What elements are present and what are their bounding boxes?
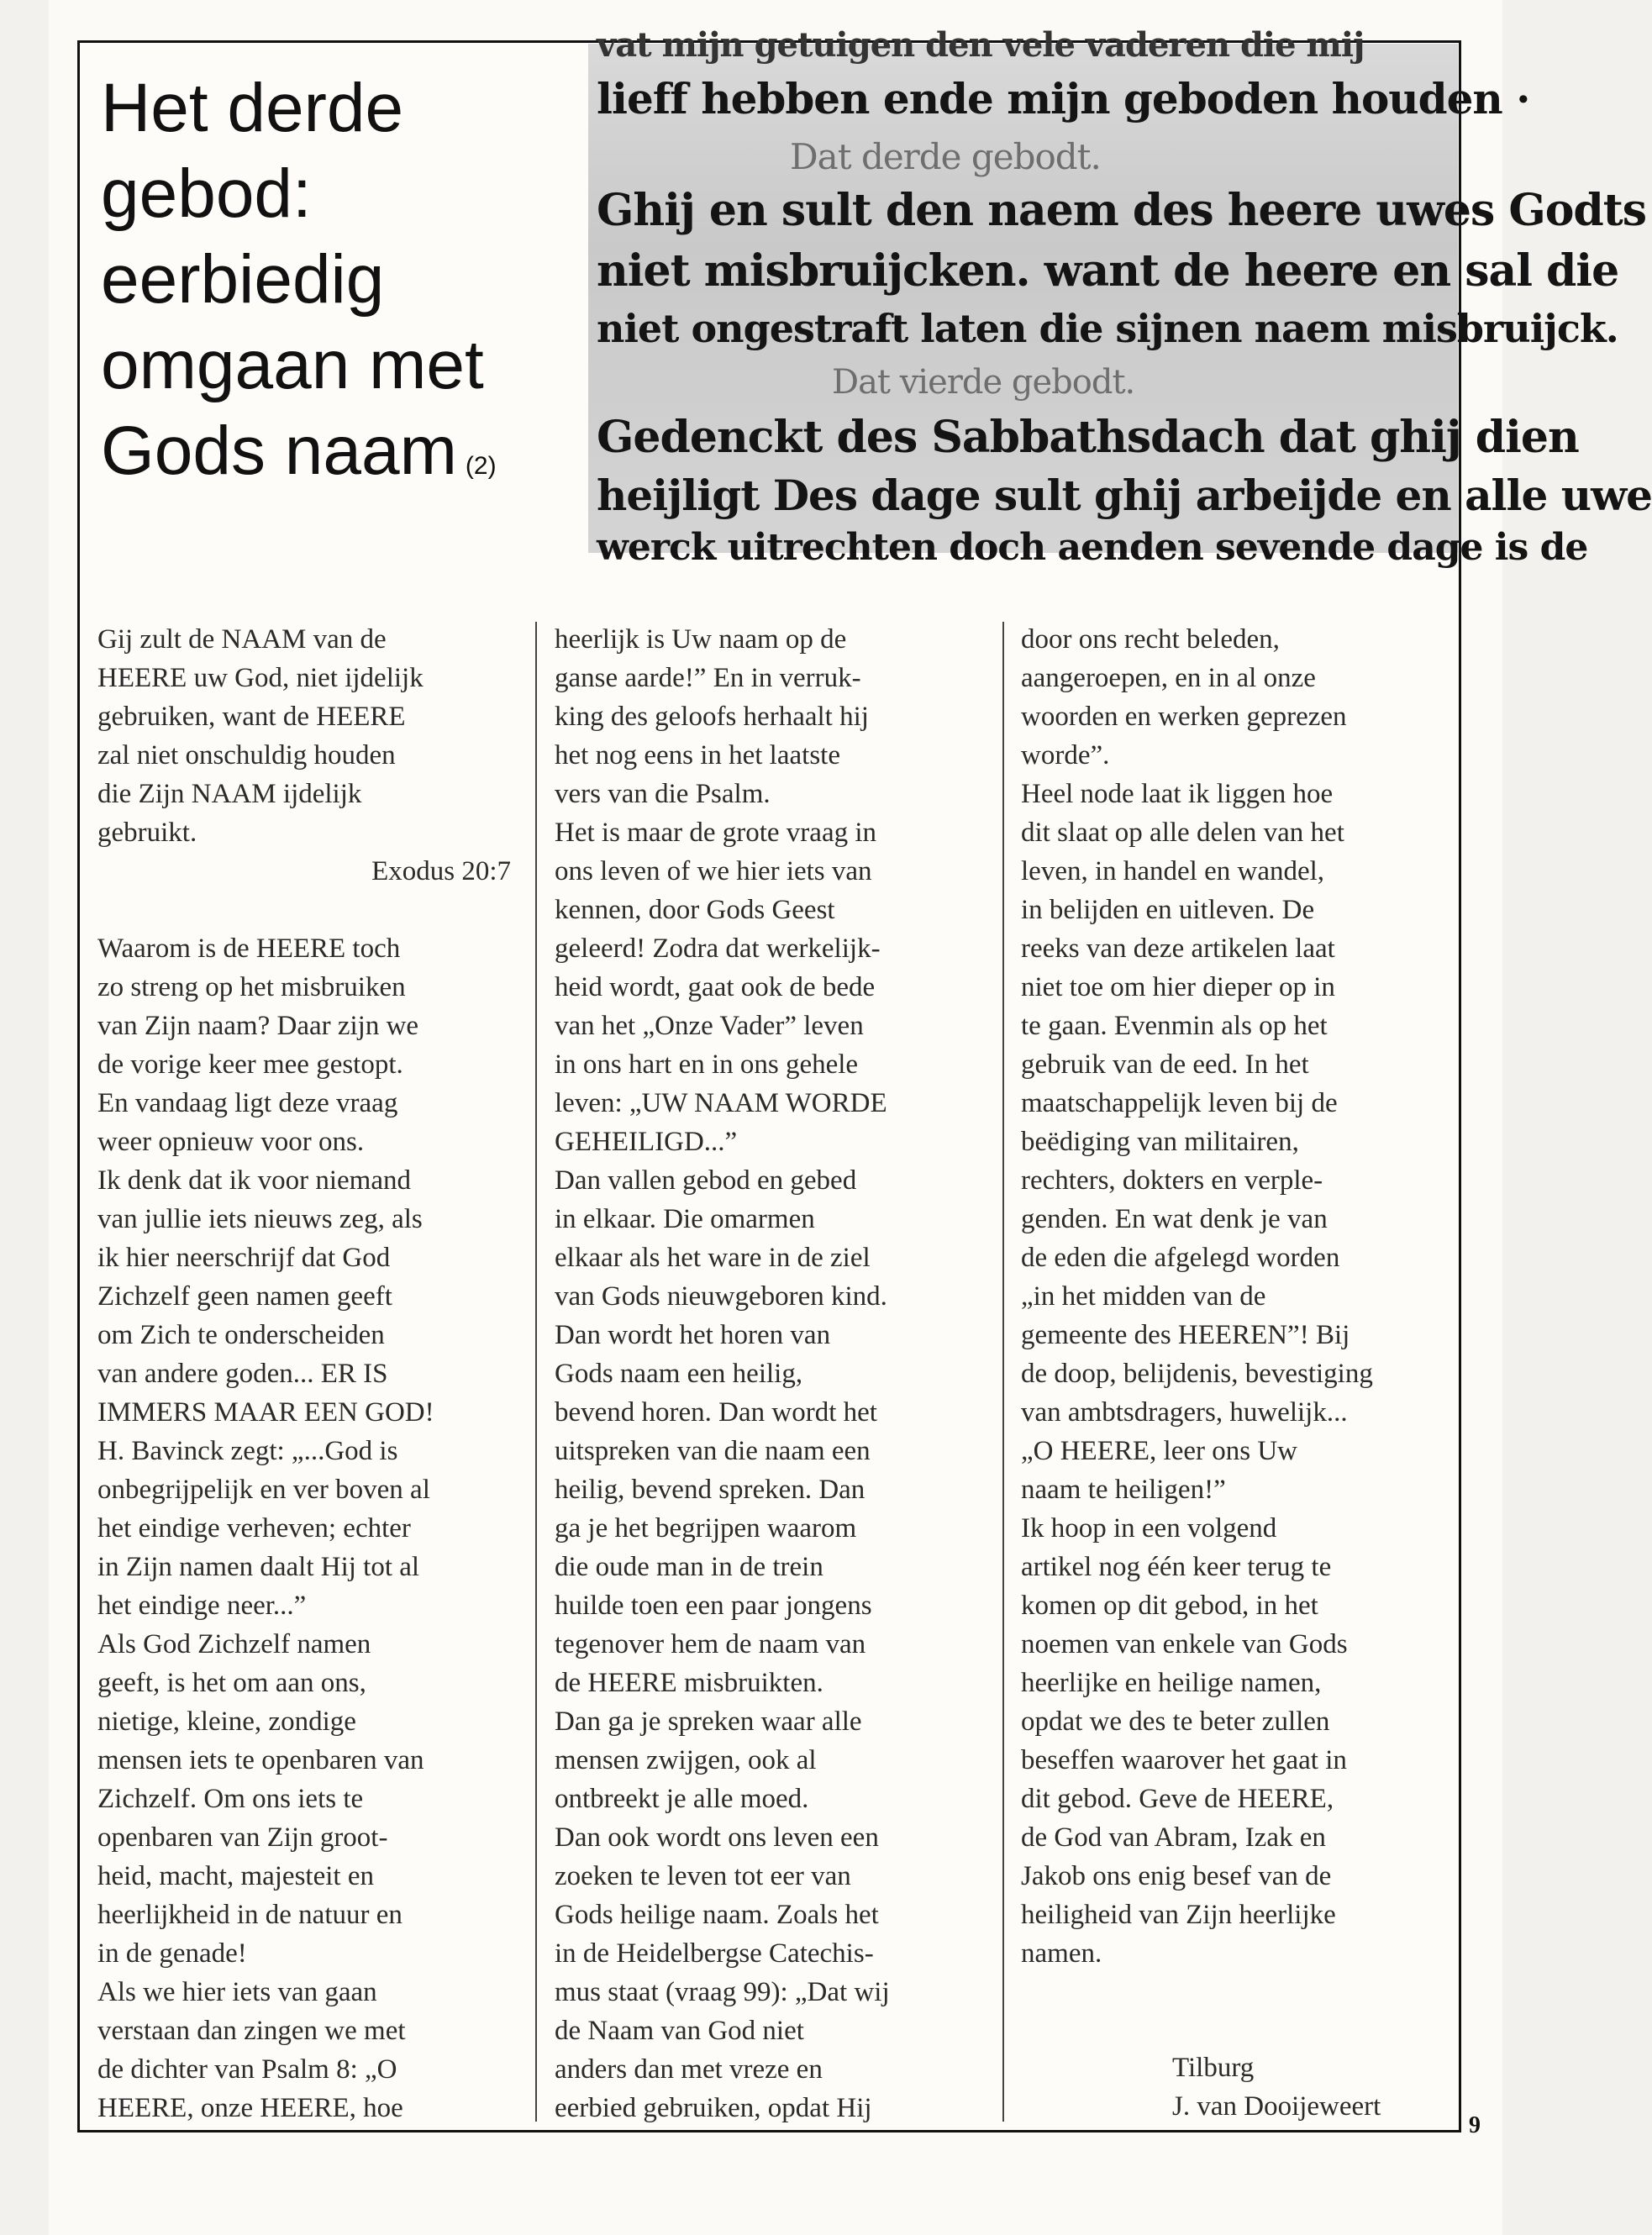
title-line-last xyxy=(101,408,605,509)
text-line: te gaan. Evenmin als op het xyxy=(1021,1011,1328,1041)
text-line: geeft, is het om aan ons, xyxy=(97,1668,366,1698)
article-title xyxy=(101,66,605,509)
text-line: heerlijkheid in de natuur en xyxy=(97,1900,402,1930)
text-line: maatschappelijk leven bij de xyxy=(1021,1088,1338,1118)
text-line: heiligheid van Zijn heerlijke xyxy=(1021,1900,1336,1930)
text-line: uitspreken van die naam een xyxy=(555,1436,871,1466)
text-line: dit gebod. Geve de HEERE, xyxy=(1021,1784,1334,1814)
text-line: heerlijk is Uw naam op de xyxy=(555,624,847,655)
text-line: namen. xyxy=(1021,1938,1102,1969)
text-line: door ons recht beleden, xyxy=(1021,624,1280,655)
text-line: anders dan met vreze en xyxy=(555,2054,823,2085)
text-line: rechters, dokters en verple- xyxy=(1021,1165,1323,1196)
text-line: eerbied gebruiken, opdat Hij xyxy=(555,2093,872,2123)
text-line: Dan ga je spreken waar alle xyxy=(555,1706,862,1737)
text-line: Gods heilige naam. Zoals het xyxy=(555,1900,879,1930)
photo-text-line: vat mijn getuigen den vele vaderen die mij xyxy=(597,25,1365,65)
column-divider xyxy=(1002,622,1004,2122)
text-line: de vorige keer mee gestopt. xyxy=(97,1049,403,1080)
text-column-3 xyxy=(1021,620,1449,1973)
text-line: geleerd! Zodra dat werkelijk- xyxy=(555,933,881,964)
photo-text-line: Dat vierde gebodt. xyxy=(832,363,1135,402)
text-line: leven: „UW NAAM WORDE xyxy=(555,1088,887,1118)
text-line: onbegrijpelijk en ver boven al xyxy=(97,1475,430,1505)
text-line: heid, macht, majesteit en xyxy=(97,1861,374,1891)
text-line: noemen van enkele van Gods xyxy=(1021,1629,1348,1659)
text-line: gebruiken, want de HEERE xyxy=(97,702,406,732)
text-line: van Gods nieuwgeboren kind. xyxy=(555,1281,887,1312)
text-line: het eindige neer...” xyxy=(97,1591,307,1621)
text-line: Heel node laat ik liggen hoe xyxy=(1021,779,1334,809)
text-line: die oude man in de trein xyxy=(555,1552,823,1582)
text-line: in elkaar. Die omarmen xyxy=(555,1204,815,1234)
text-line: HEERE, onze HEERE, hoe xyxy=(97,2093,403,2123)
photo-text-line: niet ongestraft laten die sijnen naem misbruijck. xyxy=(597,306,1618,351)
title-part-number: (2) xyxy=(465,452,497,480)
text-line: ganse aarde!” En in verruk- xyxy=(555,663,861,693)
photo-text-line: Gedenckt des Sabbathsdach dat ghij dien xyxy=(597,412,1579,463)
text-line: naam te heiligen!” xyxy=(1021,1475,1226,1505)
text-line: de Naam van God niet xyxy=(555,2016,804,2046)
text-line: Gods naam een heilig, xyxy=(555,1359,803,1389)
text-line: HEERE uw God, niet ijdelijk xyxy=(97,663,424,693)
text-line: leven, in handel en wandel, xyxy=(1021,856,1325,886)
text-line: van het „Onze Vader” leven xyxy=(555,1011,864,1041)
text-line: beseffen waarover het gaat in xyxy=(1021,1745,1347,1775)
text-line: verstaan dan zingen we met xyxy=(97,2016,406,2046)
title-line: Gods naam xyxy=(101,413,457,489)
title-line: gebod: xyxy=(101,155,312,232)
text-line: de God van Abram, Izak en xyxy=(1021,1822,1326,1853)
blackletter-text-photo xyxy=(588,25,1652,569)
text-line: GEHEILIGD...” xyxy=(555,1127,738,1157)
photo-text-line: werck uitrechten doch aenden sevende dage is de xyxy=(597,526,1588,569)
text-line: huilde toen een paar jongens xyxy=(555,1591,872,1621)
text-line: Het is maar de grote vraag in xyxy=(555,818,877,848)
text-line: mensen iets te openbaren van xyxy=(97,1745,424,1775)
text-line: Zichzelf. Om ons iets te xyxy=(97,1784,364,1814)
text-line: Gij zult de NAAM van de xyxy=(97,624,387,655)
text-line: Zichzelf geen namen geeft xyxy=(97,1281,392,1312)
text-line: heerlijke en heilige namen, xyxy=(1021,1668,1322,1698)
text-line: nietige, kleine, zondige xyxy=(97,1706,356,1737)
text-line: weer opnieuw voor ons. xyxy=(97,1127,365,1157)
text-line: mensen zwijgen, ook al xyxy=(555,1745,817,1775)
text-line: H. Bavinck zegt: „...God is xyxy=(97,1436,398,1466)
text-line: de eden die afgelegd worden xyxy=(1021,1243,1340,1273)
title-line: Het derde xyxy=(101,70,404,146)
text-line: in Zijn namen daalt Hij tot al xyxy=(97,1552,420,1582)
text-line: gebruik van de eed. In het xyxy=(1021,1049,1309,1080)
title-line: omgaan met xyxy=(101,327,484,403)
text-line: tegenover hem de naam van xyxy=(555,1629,866,1659)
text-line: king des geloofs herhaalt hij xyxy=(555,702,869,732)
text-line: van ambtsdragers, huwelijk... xyxy=(1021,1397,1348,1428)
text-line: vers van die Psalm. xyxy=(555,779,771,809)
photo-text-line: niet misbruijcken. want de heere en sal die xyxy=(597,245,1619,297)
signature xyxy=(1172,2048,1381,2126)
text-line: in de Heidelbergse Catechis- xyxy=(555,1938,874,1969)
signature-place: Tilburg xyxy=(1172,2053,1255,2083)
text-line: openbaren van Zijn groot- xyxy=(97,1822,388,1853)
text-line: genden. En wat denk je van xyxy=(1021,1204,1328,1234)
text-line: Ik denk dat ik voor niemand xyxy=(97,1165,411,1196)
text-line: Als God Zichzelf namen xyxy=(97,1629,371,1659)
text-line: in belijden en uitleven. De xyxy=(1021,895,1315,925)
text-line: om Zich te onderscheiden xyxy=(97,1320,385,1350)
text-line: Dan ook wordt ons leven een xyxy=(555,1822,879,1853)
photo-text-line: Ghij en sult den naem des heere uwes Godts xyxy=(597,185,1647,236)
text-line: dit slaat op alle delen van het xyxy=(1021,818,1344,848)
bible-reference: Exodus 20:7 xyxy=(371,856,511,886)
text-line: opdat we des te beter zullen xyxy=(1021,1706,1330,1737)
text-line: kennen, door Gods Geest xyxy=(555,895,835,925)
text-line: reeks van deze artikelen laat xyxy=(1021,933,1335,964)
text-line: mus staat (vraag 99): „Dat wij xyxy=(555,1977,890,2007)
signature-author: J. van Dooijeweert xyxy=(1172,2091,1381,2122)
text-line: gebruikt. xyxy=(97,818,197,848)
text-line: heilig, bevend spreken. Dan xyxy=(555,1475,865,1505)
text-line: zal niet onschuldig houden xyxy=(97,740,396,770)
text-line: elkaar als het ware in de ziel xyxy=(555,1243,871,1273)
text-line: de doop, belijdenis, bevestiging xyxy=(1021,1359,1373,1389)
text-line: van jullie iets nieuws zeg, als xyxy=(97,1204,423,1234)
text-line: in de genade! xyxy=(97,1938,247,1969)
paragraph-gap xyxy=(97,891,526,929)
text-line: van Zijn naam? Daar zijn we xyxy=(97,1011,419,1041)
text-line: ga je het begrijpen waarom xyxy=(555,1513,857,1543)
text-line: bevend horen. Dan wordt het xyxy=(555,1397,877,1428)
column-divider xyxy=(535,622,537,2122)
photo-text-line: Dat derde gebodt. xyxy=(790,136,1101,177)
text-line: Als we hier iets van gaan xyxy=(97,1977,377,2007)
text-line: IMMERS MAAR EEN GOD! xyxy=(97,1397,434,1428)
text-line: heid wordt, gaat ook de bede xyxy=(555,972,876,1002)
text-line: „O HEERE, leer ons Uw xyxy=(1021,1436,1298,1466)
text-line: het nog eens in het laatste xyxy=(555,740,840,770)
text-line: die Zijn NAAM ijdelijk xyxy=(97,779,362,809)
text-line: ons leven of we hier iets van xyxy=(555,856,872,886)
text-line: Jakob ons enig besef van de xyxy=(1021,1861,1332,1891)
text-line: ontbreekt je alle moed. xyxy=(555,1784,809,1814)
text-line: beëdiging van militairen, xyxy=(1021,1127,1299,1157)
text-column-2 xyxy=(555,620,983,2127)
text-line: van andere goden... ER IS xyxy=(97,1359,388,1389)
text-line: zo streng op het misbruiken xyxy=(97,972,406,1002)
text-line: aangeroepen, en in al onze xyxy=(1021,663,1316,693)
text-line: het eindige verheven; echter xyxy=(97,1513,411,1543)
text-line: de dichter van Psalm 8: „O xyxy=(97,2054,397,2085)
text-line: Dan vallen gebod en gebed xyxy=(555,1165,857,1196)
photo-text-line: lieff hebben ende mijn geboden houden · xyxy=(597,74,1530,124)
text-column-1 xyxy=(97,620,526,2127)
text-line: „in het midden van de xyxy=(1021,1281,1266,1312)
text-line: Waarom is de HEERE toch xyxy=(97,933,401,964)
text-line: niet toe om hier dieper op in xyxy=(1021,972,1335,1002)
text-line: artikel nog één keer terug te xyxy=(1021,1552,1332,1582)
text-line: ik hier neerschrijf dat God xyxy=(97,1243,391,1273)
text-line: komen op dit gebod, in het xyxy=(1021,1591,1318,1621)
text-line: zoeken te leven tot eer van xyxy=(555,1861,851,1891)
text-line: Dan wordt het horen van xyxy=(555,1320,831,1350)
title-line: eerbiedig xyxy=(101,241,385,318)
page-number: 9 xyxy=(1469,2112,1481,2138)
text-line: woorden en werken geprezen xyxy=(1021,702,1347,732)
text-line: En vandaag ligt deze vraag xyxy=(97,1088,398,1118)
text-line: de HEERE misbruikten. xyxy=(555,1668,823,1698)
text-line: worde”. xyxy=(1021,740,1110,770)
photo-text-line: heijligt Des dage sult ghij arbeijde en alle uwe xyxy=(597,471,1652,520)
text-line: Ik hoop in een volgend xyxy=(1021,1513,1277,1543)
text-line: gemeente des HEEREN”! Bij xyxy=(1021,1320,1350,1350)
text-line: in ons hart en in ons gehele xyxy=(555,1049,859,1080)
